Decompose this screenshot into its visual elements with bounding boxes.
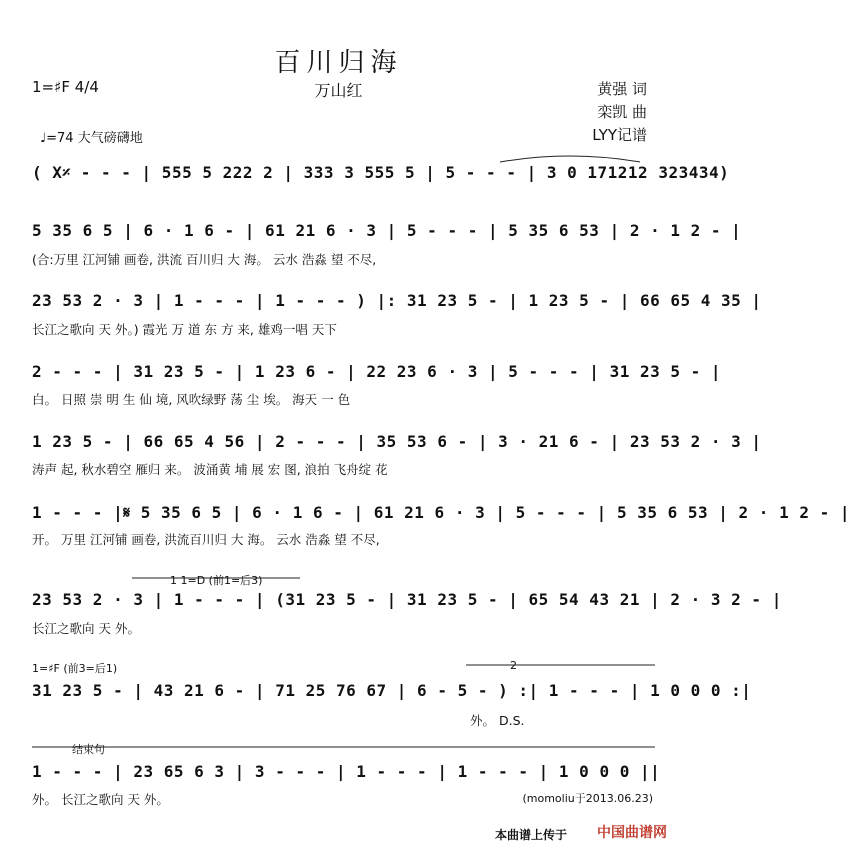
music-row-1: ( X𝄎 - - - | 555 5 222 2 | 333 3 555 5 | 5 - - - | 3 0 171212 323434) xyxy=(32,163,730,182)
upload-stamp: (momoliu于2013.06.23) xyxy=(522,792,653,805)
transcriber-credit: LYY记谱 xyxy=(592,126,647,144)
music-row-8: 31 23 5 - | 43 21 6 - | 71 25 76 67 | 6 - 5 - ) :| 1 - - - | 1 0 0 0 :| xyxy=(32,681,752,700)
credits xyxy=(592,78,647,147)
lyrics-row-8: 外。 D.S. xyxy=(470,713,525,728)
lyrics-row-4: 白。 日照 崇 明 生 仙 境, 风吹绿野 荡 尘 埃。 海天 一 色 xyxy=(32,392,351,407)
lyrics-row-9: 外。 长江之歌向 天 外。 xyxy=(32,792,169,807)
music-row-7: 23 53 2 · 3 | 1 - - - | (31 23 5 - | 31 23 5 - | 65 54 43 21 | 2 · 3 2 - | xyxy=(32,590,782,609)
music-row-4: 2 - - - | 31 23 5 - | 1 23 6 - | 22 23 6 · 3 | 5 - - - | 31 23 5 - | xyxy=(32,362,722,381)
lyricist-credit: 黄强 词 xyxy=(597,80,647,98)
music-row-5: 1 23 5 - | 66 65 4 56 | 2 - - - | 35 53 6 - | 3 · 21 6 - | 23 53 2 · 3 | xyxy=(32,432,762,451)
music-row-9: 1 - - - | 23 65 6 3 | 3 - - - | 1 - - - | 1 - - - | 1 0 0 0 || xyxy=(32,762,661,781)
lyrics-row-5: 涛声 起, 秋水碧空 雁归 来。 波涌黄 埔 展 宏 图, 浪拍 飞舟绽 花 xyxy=(32,462,388,477)
volta-1-label: 1 1=D (前1=后3) xyxy=(170,574,263,587)
lyrics-row-2: (合:万里 江河铺 画卷, 洪流 百川归 大 海。 云水 浩淼 望 不尽, xyxy=(32,252,377,267)
lyrics-row-7: 长江之歌向 天 外。 xyxy=(32,621,140,636)
score-subtitle: 万山红 xyxy=(314,81,363,100)
lyrics-row-3: 长江之歌向 天 外。) 霞光 万 道 东 方 来, 雄鸡一唱 天下 xyxy=(32,322,337,337)
volta-2-label: 2 xyxy=(510,659,517,672)
tuplet-arc xyxy=(500,156,640,162)
music-row-6: 1 - - - |𝄋 5 35 6 5 | 6 · 1 6 - | 61 21 6 · 3 | 5 - - - | 5 35 6 53 | 2 · 1 2 - | xyxy=(32,503,850,522)
lyrics-row-6: 开。 万里 江河铺 画卷, 洪流百川归 大 海。 云水 浩淼 望 不尽, xyxy=(32,532,380,547)
key-change-label: 1=♯F (前3=后1) xyxy=(32,662,118,675)
score-title: 百川归海 xyxy=(274,48,403,78)
tempo-marking: ♩=74 大气磅礴地 xyxy=(40,131,143,146)
music-row-3: 23 53 2 · 3 | 1 - - - | 1 - - - ) |: 31 23 5 - | 1 23 5 - | 66 65 4 35 | xyxy=(32,291,762,310)
coda-label: 结束句 xyxy=(72,743,105,756)
key-signature: 1=♯F 4/4 xyxy=(32,78,99,96)
site-logo[interactable]: 中国曲谱网 xyxy=(597,825,667,841)
composer-credit: 栾凯 曲 xyxy=(597,103,647,121)
upload-note: 本曲谱上传于 xyxy=(494,828,567,842)
music-row-2: 5 35 6 5 | 6 · 1 6 - | 61 21 6 · 3 | 5 - - - | 5 35 6 53 | 2 · 1 2 - | xyxy=(32,221,742,240)
